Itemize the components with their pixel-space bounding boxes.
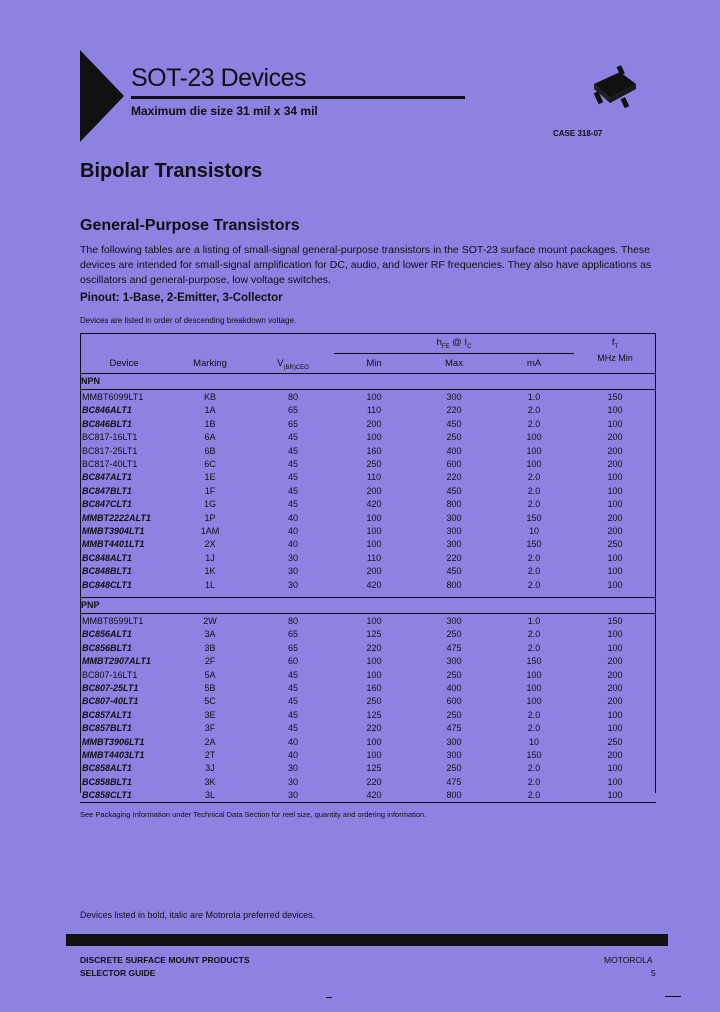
- pinout-text: Pinout: 1-Base, 2-Emitter, 3-Collector: [80, 292, 283, 304]
- table-row: [80, 431, 656, 444]
- marking-cell: 1L: [204, 579, 215, 590]
- marking-cell: 3K: [204, 776, 216, 787]
- ma-cell: 2.0: [527, 485, 541, 496]
- table-row: [80, 695, 656, 708]
- device-cell: BC807-40LT1: [82, 696, 139, 707]
- min-cell: 100: [366, 736, 382, 747]
- min-cell: 100: [366, 526, 382, 536]
- ma-cell: 100: [526, 683, 542, 693]
- case-label: CASE 318-07: [553, 129, 603, 138]
- ft-cell: 200: [607, 669, 623, 680]
- min-cell: 100: [366, 669, 382, 680]
- ft-cell: 250: [607, 539, 623, 550]
- device-cell: BC817-25LT1: [82, 445, 138, 456]
- table-row: [80, 655, 656, 668]
- title-rule: [131, 96, 465, 99]
- min-cell: 200: [366, 485, 382, 496]
- max-cell: 300: [446, 656, 462, 667]
- device-cell: BC847CLT1: [82, 499, 132, 510]
- device-cell: MMBT3904LT1: [82, 526, 145, 536]
- col-ma: mA: [526, 358, 542, 369]
- marking-cell: 1G: [203, 499, 216, 510]
- v-cell: 45: [287, 459, 298, 469]
- ft-cell: 200: [607, 526, 623, 536]
- footer-brand: MOTOROLA: [604, 955, 653, 965]
- ma-cell: 150: [526, 539, 542, 550]
- v-cell: 30: [287, 776, 298, 787]
- device-cell: BC857ALT1: [82, 709, 132, 720]
- table-row: [80, 485, 656, 498]
- ft-cell: 100: [607, 566, 623, 577]
- max-cell: 800: [446, 579, 462, 590]
- col-marking: Marking: [193, 358, 227, 369]
- device-cell: MMBT2907ALT1: [82, 656, 151, 667]
- table-row: [80, 565, 656, 578]
- table-row: [80, 628, 656, 641]
- ma-cell: 100: [526, 459, 542, 469]
- ft-cell: 200: [607, 445, 623, 456]
- ft-cell: 150: [607, 616, 623, 626]
- min-cell: 125: [366, 629, 382, 640]
- max-cell: 400: [446, 683, 462, 693]
- max-cell: 475: [446, 776, 462, 787]
- device-cell: BC817-16LT1: [82, 432, 138, 443]
- max-cell: 600: [446, 696, 462, 707]
- v-cell: 30: [287, 552, 298, 563]
- max-cell: 220: [446, 472, 462, 483]
- ma-cell: 10: [528, 526, 539, 536]
- ft-cell: 200: [607, 656, 623, 667]
- ma-cell: 2.0: [527, 776, 541, 787]
- table-row: [80, 404, 656, 417]
- max-cell: 300: [446, 392, 462, 402]
- min-cell: 100: [366, 616, 382, 626]
- ma-cell: 2.0: [527, 629, 541, 640]
- scan-mark: [665, 996, 681, 997]
- page-title: SOT-23 Devices: [131, 64, 307, 92]
- col-min: Min: [366, 358, 382, 369]
- ma-cell: 1.0: [527, 616, 541, 626]
- marking-cell: 5A: [204, 669, 216, 680]
- ma-cell: 2.0: [527, 418, 541, 429]
- max-cell: 250: [446, 709, 462, 720]
- ft-cell: 100: [607, 763, 623, 774]
- order-note: Devices are listed in order of descending breakdown voltage.: [80, 316, 297, 325]
- marking-cell: 3A: [204, 629, 216, 640]
- table-row: [80, 669, 656, 682]
- min-cell: 200: [366, 418, 382, 429]
- scan-mark: [326, 997, 332, 998]
- min-cell: 420: [366, 790, 382, 801]
- v-cell: 30: [287, 763, 298, 774]
- v-cell: 60: [287, 656, 298, 667]
- max-cell: 800: [446, 499, 462, 510]
- max-cell: 300: [446, 750, 462, 760]
- table-row: [80, 642, 656, 655]
- min-cell: 420: [366, 499, 382, 510]
- v-cell: 40: [287, 539, 298, 550]
- table-row: [80, 615, 656, 628]
- table-row: [80, 722, 656, 735]
- marking-cell: 1K: [204, 566, 216, 577]
- max-cell: 800: [446, 790, 462, 801]
- min-cell: 220: [366, 723, 382, 734]
- table-row: [80, 512, 656, 525]
- ft-cell: 100: [607, 405, 623, 416]
- ma-cell: 100: [526, 445, 542, 456]
- ma-cell: 2.0: [527, 579, 541, 590]
- ma-cell: 150: [526, 656, 542, 667]
- v-cell: 45: [287, 723, 298, 734]
- device-cell: MMBT4401LT1: [82, 539, 145, 550]
- min-cell: 420: [366, 579, 382, 590]
- max-cell: 300: [446, 736, 462, 747]
- v-cell: 80: [287, 616, 298, 626]
- section-subtitle: General-Purpose Transistors: [80, 217, 300, 234]
- v-cell: 65: [287, 405, 298, 416]
- col-max: Max: [445, 358, 463, 369]
- ft-cell: 200: [607, 512, 623, 523]
- ft-cell: 100: [607, 579, 623, 590]
- marking-cell: 1B: [204, 418, 216, 429]
- device-cell: MMBT3906LT1: [82, 736, 145, 747]
- max-cell: 300: [446, 539, 462, 550]
- marking-cell: 6A: [204, 432, 216, 443]
- packaging-note: See Packaging Information under Technical Data Section for reel size, quantity and ordering information.: [80, 810, 427, 819]
- device-cell: MMBT2222ALT1: [82, 512, 151, 523]
- ma-cell: 100: [526, 669, 542, 680]
- v-cell: 45: [287, 709, 298, 720]
- max-cell: 220: [446, 552, 462, 563]
- marking-cell: KB: [203, 392, 216, 402]
- table-row: [80, 709, 656, 722]
- max-cell: 400: [446, 445, 462, 456]
- v-cell: 45: [287, 472, 298, 483]
- marking-cell: 2F: [204, 656, 216, 667]
- ft-cell: 100: [607, 418, 623, 429]
- v-cell: 65: [287, 418, 298, 429]
- table-row: [80, 736, 656, 749]
- marking-cell: 3J: [205, 763, 215, 774]
- v-cell: 40: [287, 526, 298, 536]
- ma-cell: 100: [526, 696, 542, 707]
- v-cell: 45: [287, 499, 298, 510]
- max-cell: 220: [446, 405, 462, 416]
- ma-cell: 2.0: [527, 642, 541, 653]
- device-cell: BC807-16LT1: [82, 669, 138, 680]
- ma-cell: 1.0: [527, 392, 541, 402]
- device-cell: BC856ALT1: [82, 629, 132, 640]
- ft-cell: 250: [607, 736, 623, 747]
- v-cell: 45: [287, 683, 298, 693]
- table-row: [80, 749, 656, 762]
- ft-cell: 200: [607, 459, 623, 469]
- device-cell: BC858BLT1: [82, 776, 132, 787]
- hfe-header: $h_{FE}$ @ $I_C$: [436, 337, 472, 350]
- marking-cell: 5C: [204, 696, 216, 707]
- v-cell: 40: [287, 736, 298, 747]
- min-cell: 100: [366, 392, 382, 402]
- footer-guide: SELECTOR GUIDE: [80, 968, 156, 978]
- min-cell: 160: [366, 445, 382, 456]
- marking-cell: 3E: [204, 709, 216, 720]
- max-cell: 300: [446, 526, 462, 536]
- ma-cell: 2.0: [527, 723, 541, 734]
- table-row: [80, 498, 656, 511]
- marking-cell: 3B: [204, 642, 216, 653]
- min-cell: 125: [366, 763, 382, 774]
- device-cell: BC848CLT1: [82, 579, 132, 590]
- ma-cell: 2.0: [527, 709, 541, 720]
- max-cell: 300: [446, 616, 462, 626]
- v-cell: 65: [287, 642, 298, 653]
- table-row: [80, 525, 656, 538]
- arrow-icon: [80, 50, 124, 142]
- marking-cell: 5B: [204, 683, 216, 693]
- ft-cell: 100: [607, 776, 623, 787]
- marking-cell: 2X: [204, 539, 216, 550]
- ft-cell: 200: [607, 750, 623, 760]
- max-cell: 250: [446, 763, 462, 774]
- marking-cell: 2A: [204, 736, 216, 747]
- table-row: [80, 579, 656, 592]
- min-cell: 200: [366, 566, 382, 577]
- ft-cell: 100: [607, 472, 623, 483]
- v-cell: 45: [287, 696, 298, 707]
- min-cell: 250: [366, 459, 382, 469]
- col-vbr: $V_{(BR)CEO}$: [277, 358, 309, 371]
- table-row: [80, 471, 656, 484]
- max-cell: 475: [446, 723, 462, 734]
- min-cell: 100: [366, 432, 382, 443]
- device-cell: BC858ALT1: [82, 763, 132, 774]
- ma-cell: 150: [526, 512, 542, 523]
- page-subtitle: Maximum die size 31 mil x 34 mil: [131, 104, 318, 118]
- col-device: Device: [109, 358, 139, 369]
- table-row: [80, 458, 656, 471]
- ft-cell: 200: [607, 683, 623, 693]
- v-cell: 40: [287, 512, 298, 523]
- min-cell: 110: [366, 552, 382, 563]
- ft-cell: 200: [607, 432, 623, 443]
- device-cell: BC856BLT1: [82, 642, 132, 653]
- marking-cell: 1F: [204, 485, 216, 496]
- marking-cell: 1A: [204, 405, 216, 416]
- table-row: [80, 789, 656, 802]
- device-cell: MMBT6099LT1: [82, 392, 144, 402]
- ft-cell: 100: [607, 552, 623, 563]
- ma-cell: 2.0: [527, 405, 541, 416]
- device-cell: BC846ALT1: [82, 405, 132, 416]
- marking-cell: 1J: [205, 552, 215, 563]
- max-cell: 450: [446, 485, 462, 496]
- min-cell: 110: [366, 405, 382, 416]
- v-cell: 30: [287, 566, 298, 577]
- device-cell: BC847ALT1: [82, 472, 132, 483]
- marking-cell: 1AM: [200, 526, 220, 536]
- marking-cell: 6B: [204, 445, 216, 456]
- min-cell: 125: [366, 709, 382, 720]
- device-cell: MMBT4403LT1: [82, 750, 145, 760]
- device-cell: BC848BLT1: [82, 566, 132, 577]
- table-row: [80, 391, 656, 404]
- min-cell: 100: [366, 656, 382, 667]
- marking-cell: 6C: [204, 459, 216, 469]
- ma-cell: 2.0: [527, 472, 541, 483]
- ft-header: $f_T$: [611, 337, 619, 350]
- ft-cell: 200: [607, 696, 623, 707]
- min-cell: 160: [366, 683, 382, 693]
- max-cell: 300: [446, 512, 462, 523]
- device-cell: MMBT8599LT1: [82, 616, 144, 626]
- marking-cell: 3F: [204, 723, 216, 734]
- table-row: [80, 552, 656, 565]
- v-cell: 45: [287, 432, 298, 443]
- ma-cell: 2.0: [527, 566, 541, 577]
- ft-cell: 100: [607, 642, 623, 653]
- ft-cell: 100: [607, 790, 623, 801]
- max-cell: 450: [446, 566, 462, 577]
- v-cell: 45: [287, 445, 298, 456]
- min-cell: 100: [366, 512, 382, 523]
- min-cell: 110: [366, 472, 382, 483]
- device-cell: BC857BLT1: [82, 723, 132, 734]
- sot23-package-icon: [586, 62, 640, 112]
- ft-cell: 100: [607, 723, 623, 734]
- v-cell: 30: [287, 790, 298, 801]
- table-row: [80, 682, 656, 695]
- min-cell: 220: [366, 642, 382, 653]
- col-ft: MHz Min: [597, 353, 633, 363]
- section-title: Bipolar Transistors: [80, 160, 263, 182]
- ft-cell: 100: [607, 629, 623, 640]
- ft-cell: 100: [607, 485, 623, 496]
- ma-cell: 100: [526, 432, 542, 443]
- ma-cell: 150: [526, 750, 542, 760]
- marking-cell: 2W: [203, 616, 217, 626]
- marking-cell: 3L: [204, 790, 215, 801]
- ft-cell: 100: [607, 709, 623, 720]
- max-cell: 250: [446, 432, 462, 443]
- ma-cell: 10: [528, 736, 539, 747]
- v-cell: 40: [287, 750, 298, 760]
- ft-cell: 100: [607, 499, 623, 510]
- device-cell: BC817-40LT1: [82, 459, 138, 469]
- v-cell: 45: [287, 485, 298, 496]
- bold-italic-note: Devices listed in bold, italic are Motorola preferred devices.: [80, 910, 316, 920]
- min-cell: 100: [366, 750, 382, 760]
- marking-cell: 1E: [204, 472, 216, 483]
- intro-paragraph: The following tables are a listing of small-signal general-purpose transistors in the SOT-23 surface mount packages. These devices are intended for small-signal amplification for DC, audio, and lower RF frequencies. They also have applications as oscillators and general-purpose, low voltage switches.: [80, 244, 652, 286]
- footer-product-line: DISCRETE SURFACE MOUNT PRODUCTS: [80, 955, 250, 965]
- device-cell: BC846BLT1: [82, 418, 132, 429]
- ma-cell: 2.0: [527, 499, 541, 510]
- v-cell: 30: [287, 579, 298, 590]
- ma-cell: 2.0: [527, 552, 541, 563]
- marking-cell: 1P: [204, 512, 216, 523]
- max-cell: 250: [446, 629, 462, 640]
- ma-cell: 2.0: [527, 790, 541, 801]
- table-row: [80, 418, 656, 431]
- ma-cell: 2.0: [527, 763, 541, 774]
- table-row: [80, 776, 656, 789]
- v-cell: 80: [287, 392, 298, 402]
- v-cell: 45: [287, 669, 298, 680]
- max-cell: 250: [446, 669, 462, 680]
- page-number: 5: [651, 968, 656, 978]
- pnp-label: PNP: [81, 600, 100, 610]
- device-cell: BC858CLT1: [82, 790, 132, 801]
- device-cell: BC847BLT1: [82, 485, 132, 496]
- min-cell: 250: [366, 696, 382, 707]
- table-row: [80, 762, 656, 775]
- min-cell: 220: [366, 776, 382, 787]
- ft-cell: 150: [607, 392, 623, 402]
- table-row: [80, 538, 656, 551]
- device-cell: BC807-25LT1: [82, 683, 139, 693]
- max-cell: 450: [446, 418, 462, 429]
- footer-bar: [66, 934, 668, 946]
- npn-label: NPN: [81, 376, 101, 386]
- marking-cell: 2T: [204, 750, 216, 760]
- min-cell: 100: [366, 539, 382, 550]
- table-row: [80, 445, 656, 458]
- max-cell: 475: [446, 642, 462, 653]
- max-cell: 600: [446, 459, 462, 469]
- v-cell: 65: [287, 629, 298, 640]
- device-cell: BC848ALT1: [82, 552, 132, 563]
